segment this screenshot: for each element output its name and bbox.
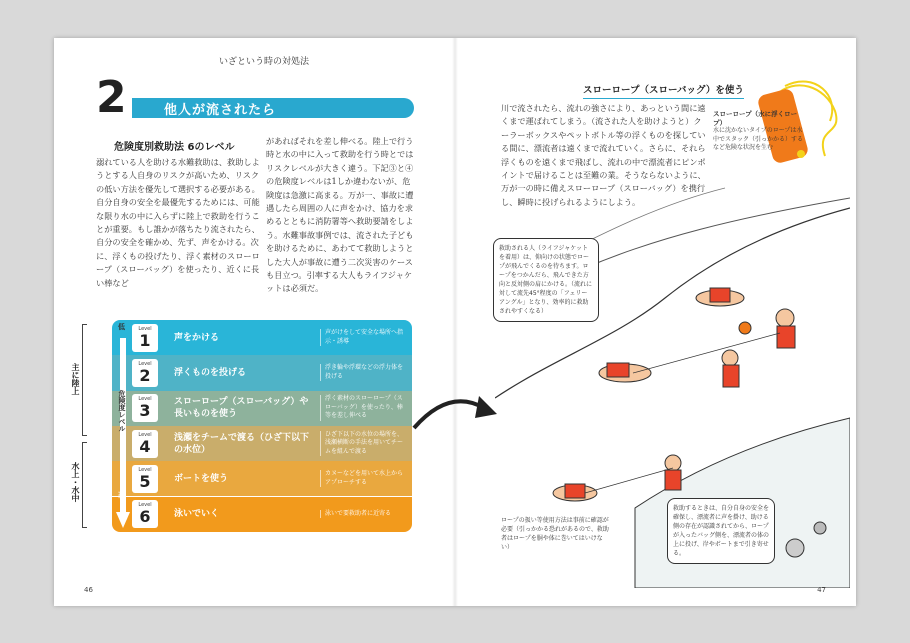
rope-note-head: スローロープ（水に浮くロープ） (713, 110, 798, 127)
level-desc: 声がけをして安全な場所へ指示・誘導 (320, 329, 408, 346)
subhead: 危険度別救助法 6のレベル (114, 142, 235, 153)
level-badge: Level 2 (132, 359, 158, 387)
side-label-land: 主に陸上 (71, 363, 80, 395)
level-badge: Level 4 (132, 430, 158, 458)
body-column-2: があればそれを差し伸べる。陸上で行う時と水の中に入って救助を行う時とではリスクレベルが大きく違う。下記③と④の危険度レベルは1しか違わないが、危険度は急激に高まる。万が一、事故に遭遇したら周囲の人に声をかけ、協力を求めるとともに消防署等へ救助要請をしよう。水難事故事例では、流された子どもを助けるために、あわてて救助しようとした大人が事故に遭う二次災害のケースも目立つ。引率する大人もライフジャケットは必須だ。 (266, 136, 414, 294)
level-row-2 (112, 355, 412, 390)
level-row-6 (112, 497, 412, 532)
section-title: 他人が流されたら (164, 103, 277, 118)
level-desc: ひざ下以下の水位の場所を、浅瀬横断の手法を用いてチームを組んで渡る (320, 431, 408, 457)
body-column-1: 溺れている人を助ける水難救助は、救助しようとする人自身のリスクが高いため、リスクの低い方法を優先して選択する必要がある。自分自身の安全を最優先するためには、可能な限り水の中に入らずに陸上で救助を行うことが重要。もし誰かが落ちたり流されたら、自分の安全を確かめ、先ず、声をかける。次に、浮くもの投げたり、浮く素材のスローロープ（スローバッグ）を使ったり、近くに長い棒など (96, 157, 260, 288)
water-bracket (82, 442, 87, 528)
level-row-3 (112, 391, 412, 426)
level-badge: Level 1 (132, 324, 158, 352)
book-spread (54, 38, 856, 606)
level-row-1 (112, 320, 412, 355)
level-row-5 (112, 461, 412, 496)
right-title: スローロープ（スローバッグ）を使う (583, 82, 744, 99)
level-desc: 浮き輪や浮環などの浮力体を投げる (320, 364, 408, 381)
level-badge: Level 5 (132, 465, 158, 493)
right-page (455, 38, 856, 606)
land-bracket (82, 324, 87, 436)
side-label-water: 水上・水中 (71, 462, 80, 502)
level-label: 声をかける (174, 332, 220, 343)
level-desc: 浮く素材のスローロープ（スローバッグ）を使ったり、棒等を差し伸べる (320, 395, 408, 421)
level-label: スローロープ（スローバッグ）や長いものを使う (174, 397, 309, 420)
bubble-swimmer: 救助される人（ライフジャケットを着用）は、仰向けの状態でロープが飛んでくるのを待ちます。ロープをつかんだら、飛んできた方向と反対側の肩にかける。（流れに対して流先45°程度の「フェリーアングル」となり、効率的に救助されやすくなる） (493, 238, 599, 322)
page-number-right: 47 (817, 586, 826, 594)
level-badge: Level 3 (132, 394, 158, 422)
danger-low-label: 低 (118, 323, 125, 331)
level-label: 浮くものを投げる (174, 367, 247, 378)
level-label: ボートを使う (174, 473, 229, 484)
level-chart (112, 320, 412, 532)
right-body: 川で流されたら、流れの強さにより、あっという間に遠くまで運ばれてしまう。（流された人を助けようと）クーラーボックスやペットボトル等の浮くものを探している間に、漂流者は遠くまで流れていく。さらに、それら浮くものを遠くまで飛ばし、流れの中で漂流者にピンポイントで届けることは至難の業。そうならないように、万が一の時に備えスローロープ（スローバッグ）を携行し、瞬時に投げられるようにしよう。 (501, 103, 706, 207)
page-number-left: 46 (84, 586, 93, 594)
running-head: いざという時の対処法 (219, 57, 310, 67)
level-badge: Level 6 (132, 500, 158, 528)
level-desc: カヌーなどを用いて水上からアプローチする (320, 470, 408, 487)
section-number: 2 (96, 72, 127, 123)
bubble-rescuer: 救助するときは、自分自身の安全を確保し、漂流者に声を掛け、助ける側の存在が認識されてから、ロープが入ったバッグ側を、漂流者の体の上に投げ、岸やボートまで引き寄せる。 (667, 498, 775, 564)
usage-caption: ロープの扱い等使用方法は事前に確認が必要（引っかかる恐れがあるので、救助者はロープを胴や体に巻いてはいけない） (501, 517, 609, 551)
level-label: 浅瀬をチームで渡る（ひざ下以下の水位） (174, 432, 310, 455)
danger-high-label: 高 (118, 491, 125, 499)
level-label: 泳いでいく (174, 509, 220, 520)
danger-level-label: 危険度レベル (118, 390, 126, 432)
level-row-4 (112, 426, 412, 461)
rope-note (713, 110, 803, 153)
left-page (54, 38, 455, 606)
rope-note-text: 水に沈かないタイプのロープは水中でスタック（引っかかる）するなど危険な状況を生む (713, 127, 804, 151)
level-desc: 泳いで要救助者に近寄る (320, 510, 408, 519)
